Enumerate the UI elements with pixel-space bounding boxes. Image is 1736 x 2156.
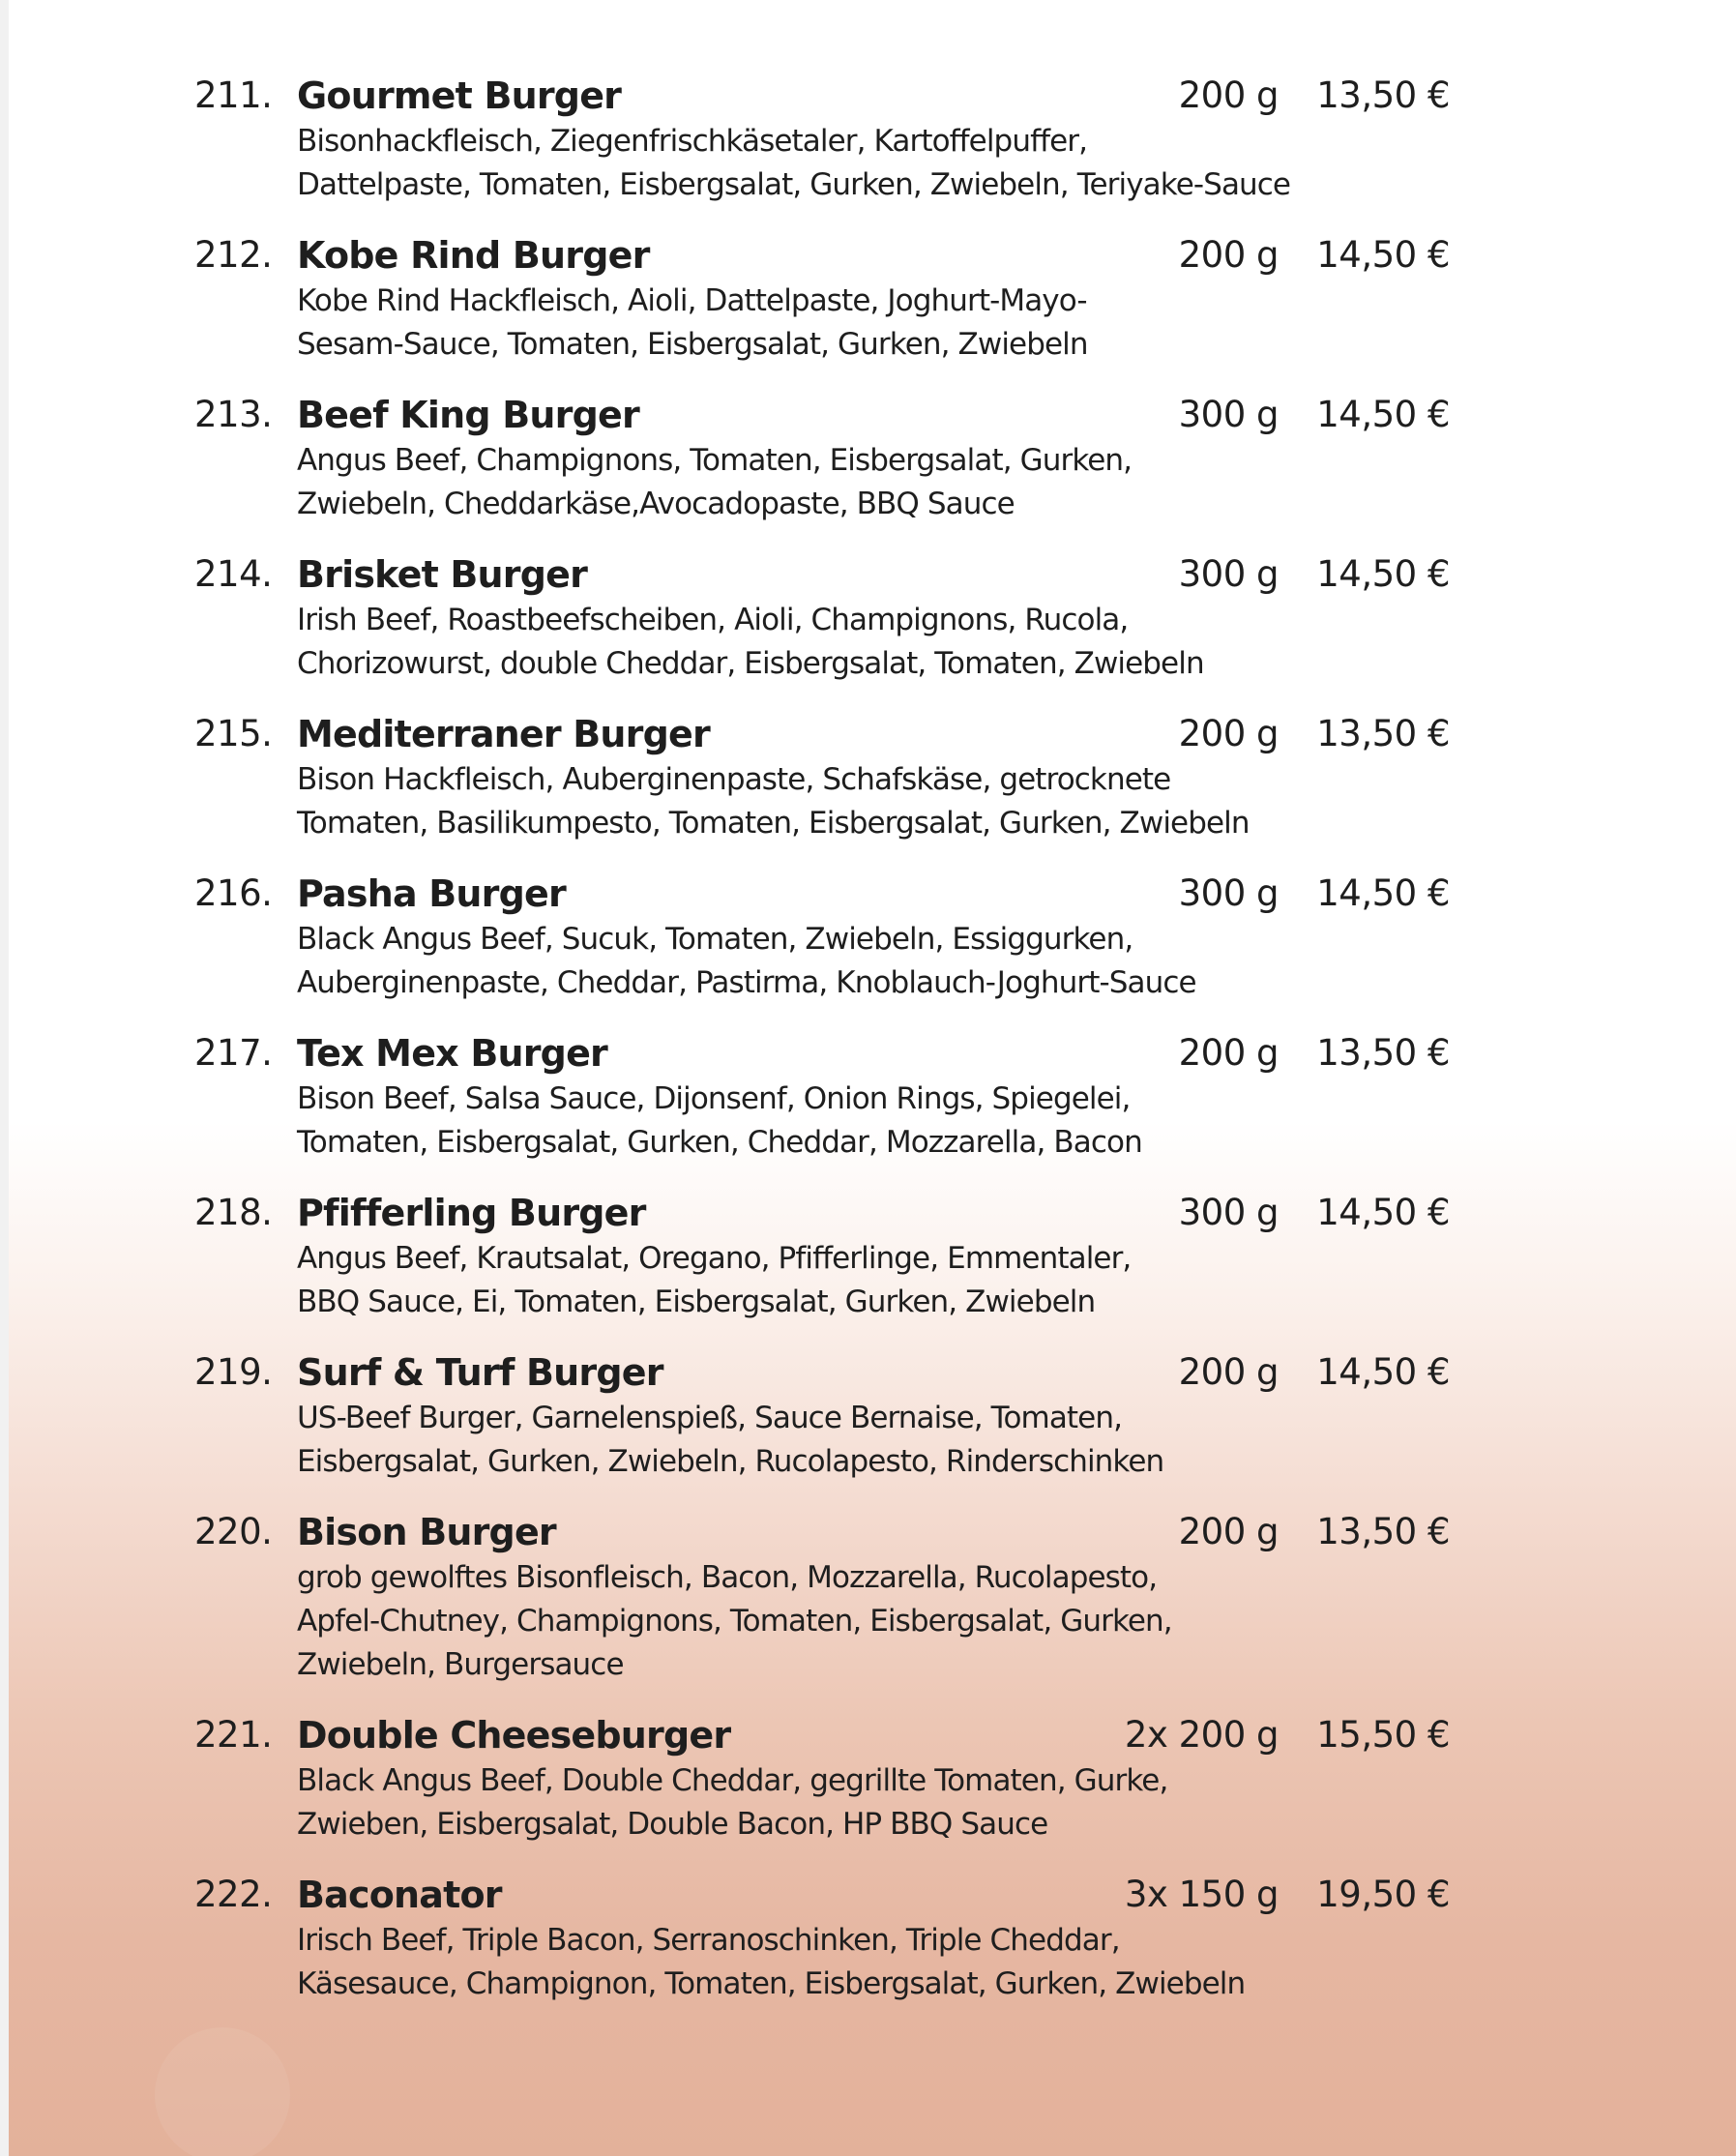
menu-item [0, 862, 1736, 1021]
item-weight: 300 g [1178, 1192, 1279, 1233]
item-price: 14,50 € [1316, 553, 1450, 595]
decorative-shape [155, 2027, 290, 2156]
item-name: Pasha Burger [297, 872, 566, 915]
item-weight: 200 g [1178, 713, 1279, 754]
item-weight: 200 g [1178, 1351, 1279, 1393]
description-line: Chorizowurst, double Cheddar, Eisbergsalat, Tomaten, Zwiebeln [297, 646, 1204, 681]
item-name: Beef King Burger [297, 394, 639, 436]
item-number: 213. [194, 394, 273, 435]
item-name: Tex Mex Burger [297, 1032, 607, 1075]
description-line: Angus Beef, Champignons, Tomaten, Eisbergsalat, Gurken, [297, 443, 1133, 478]
description-line: Zwiebeln, Cheddarkäse,Avocadopaste, BBQ Sauce [297, 487, 1015, 521]
description-line: grob gewolftes Bisonfleisch, Bacon, Mozzarella, Rucolapesto, [297, 1560, 1158, 1595]
item-weight: 200 g [1178, 1511, 1279, 1552]
item-weight: 300 g [1178, 872, 1279, 914]
item-weight: 300 g [1178, 394, 1279, 435]
menu-item [0, 1021, 1736, 1181]
item-price: 14,50 € [1316, 1351, 1450, 1393]
item-description [297, 439, 1132, 526]
item-number: 215. [194, 713, 273, 754]
item-number: 214. [194, 553, 273, 595]
description-line: Käsesauce, Champignon, Tomaten, Eisbergsalat, Gurken, Zwiebeln [297, 1966, 1246, 2001]
item-name: Surf & Turf Burger [297, 1351, 663, 1394]
item-number: 222. [194, 1874, 273, 1915]
item-name: Mediterraner Burger [297, 713, 710, 755]
item-weight: 3x 150 g [1124, 1874, 1279, 1915]
description-line: Black Angus Beef, Sucuk, Tomaten, Zwiebeln, Essiggurken, [297, 922, 1133, 957]
item-name: Kobe Rind Burger [297, 234, 650, 277]
item-number: 218. [194, 1192, 273, 1233]
item-description [297, 758, 1250, 845]
item-description [297, 1237, 1131, 1324]
description-line: Angus Beef, Krautsalat, Oregano, Pfifferlinge, Emmentaler, [297, 1241, 1132, 1276]
item-description [297, 1759, 1167, 1846]
menu-item [0, 1500, 1736, 1703]
description-line: Zwiebeln, Burgersauce [297, 1647, 624, 1682]
item-name: Gourmet Burger [297, 74, 622, 117]
item-price: 13,50 € [1316, 1511, 1450, 1552]
item-price: 14,50 € [1316, 872, 1450, 914]
description-line: Dattelpaste, Tomaten, Eisbergsalat, Gurken, Zwiebeln, Teriyake-Sauce [297, 167, 1291, 202]
menu-item [0, 223, 1736, 383]
item-description [297, 599, 1204, 686]
item-name: Pfifferling Burger [297, 1192, 646, 1234]
item-name: Brisket Burger [297, 553, 588, 596]
item-name: Bison Burger [297, 1511, 556, 1553]
menu-item [0, 1341, 1736, 1500]
description-line: Irish Beef, Roastbeefscheiben, Aioli, Champignons, Rucola, [297, 603, 1129, 637]
item-description [297, 120, 1290, 207]
description-line: BBQ Sauce, Ei, Tomaten, Eisbergsalat, Gurken, Zwiebeln [297, 1285, 1096, 1319]
description-line: Auberginenpaste, Cheddar, Pastirma, Knoblauch-Joghurt-Sauce [297, 965, 1196, 1000]
menu-item [0, 1703, 1736, 1863]
item-description [297, 1919, 1245, 2006]
item-number: 219. [194, 1351, 273, 1393]
item-number: 212. [194, 234, 273, 276]
item-number: 211. [194, 74, 273, 116]
description-line: Tomaten, Basilikumpesto, Tomaten, Eisbergsalat, Gurken, Zwiebeln [297, 806, 1250, 841]
item-weight: 300 g [1178, 553, 1279, 595]
item-number: 217. [194, 1032, 273, 1074]
item-name: Baconator [297, 1874, 502, 1916]
item-price: 14,50 € [1316, 234, 1450, 276]
item-number: 221. [194, 1714, 273, 1756]
item-number: 220. [194, 1511, 273, 1552]
item-number: 216. [194, 872, 273, 914]
item-price: 19,50 € [1316, 1874, 1450, 1915]
menu-item [0, 64, 1736, 223]
description-line: Bison Hackfleisch, Auberginenpaste, Schafskäse, getrocknete [297, 762, 1171, 797]
description-line: Sesam-Sauce, Tomaten, Eisbergsalat, Gurken, Zwiebeln [297, 327, 1088, 362]
description-line: Kobe Rind Hackfleisch, Aioli, Dattelpaste, Joghurt-Mayo- [297, 283, 1087, 318]
description-line: Black Angus Beef, Double Cheddar, gegrillte Tomaten, Gurke, [297, 1763, 1168, 1798]
description-line: Bison Beef, Salsa Sauce, Dijonsenf, Onion Rings, Spiegelei, [297, 1081, 1131, 1116]
item-description [297, 280, 1088, 367]
menu-item [0, 543, 1736, 702]
item-weight: 200 g [1178, 74, 1279, 116]
description-line: Apfel-Chutney, Champignons, Tomaten, Eisbergsalat, Gurken, [297, 1604, 1172, 1639]
item-weight: 200 g [1178, 1032, 1279, 1074]
description-line: US-Beef Burger, Garnelenspieß, Sauce Bernaise, Tomaten, [297, 1401, 1123, 1435]
item-price: 13,50 € [1316, 74, 1450, 116]
menu-item [0, 702, 1736, 862]
item-price: 13,50 € [1316, 713, 1450, 754]
item-description [297, 1078, 1142, 1165]
description-line: Zwieben, Eisbergsalat, Double Bacon, HP BBQ Sauce [297, 1807, 1048, 1842]
description-line: Bisonhackfleisch, Ziegenfrischkäsetaler, Kartoffelpuffer, [297, 124, 1088, 159]
item-price: 15,50 € [1316, 1714, 1450, 1756]
item-name: Double Cheeseburger [297, 1714, 731, 1757]
item-weight: 200 g [1178, 234, 1279, 276]
menu-item [0, 383, 1736, 543]
description-line: Eisbergsalat, Gurken, Zwiebeln, Rucolapesto, Rinderschinken [297, 1444, 1164, 1479]
item-price: 14,50 € [1316, 394, 1450, 435]
description-line: Irisch Beef, Triple Bacon, Serranoschinken, Triple Cheddar, [297, 1923, 1120, 1958]
menu-item [0, 1181, 1736, 1341]
description-line: Tomaten, Eisbergsalat, Gurken, Cheddar, Mozzarella, Bacon [297, 1125, 1142, 1160]
burger-menu-list [0, 64, 1736, 2023]
item-description [297, 1397, 1163, 1484]
item-price: 14,50 € [1316, 1192, 1450, 1233]
item-weight: 2x 200 g [1124, 1714, 1279, 1756]
item-price: 13,50 € [1316, 1032, 1450, 1074]
item-description [297, 918, 1196, 1005]
menu-item [0, 1863, 1736, 2023]
item-description [297, 1556, 1172, 1687]
